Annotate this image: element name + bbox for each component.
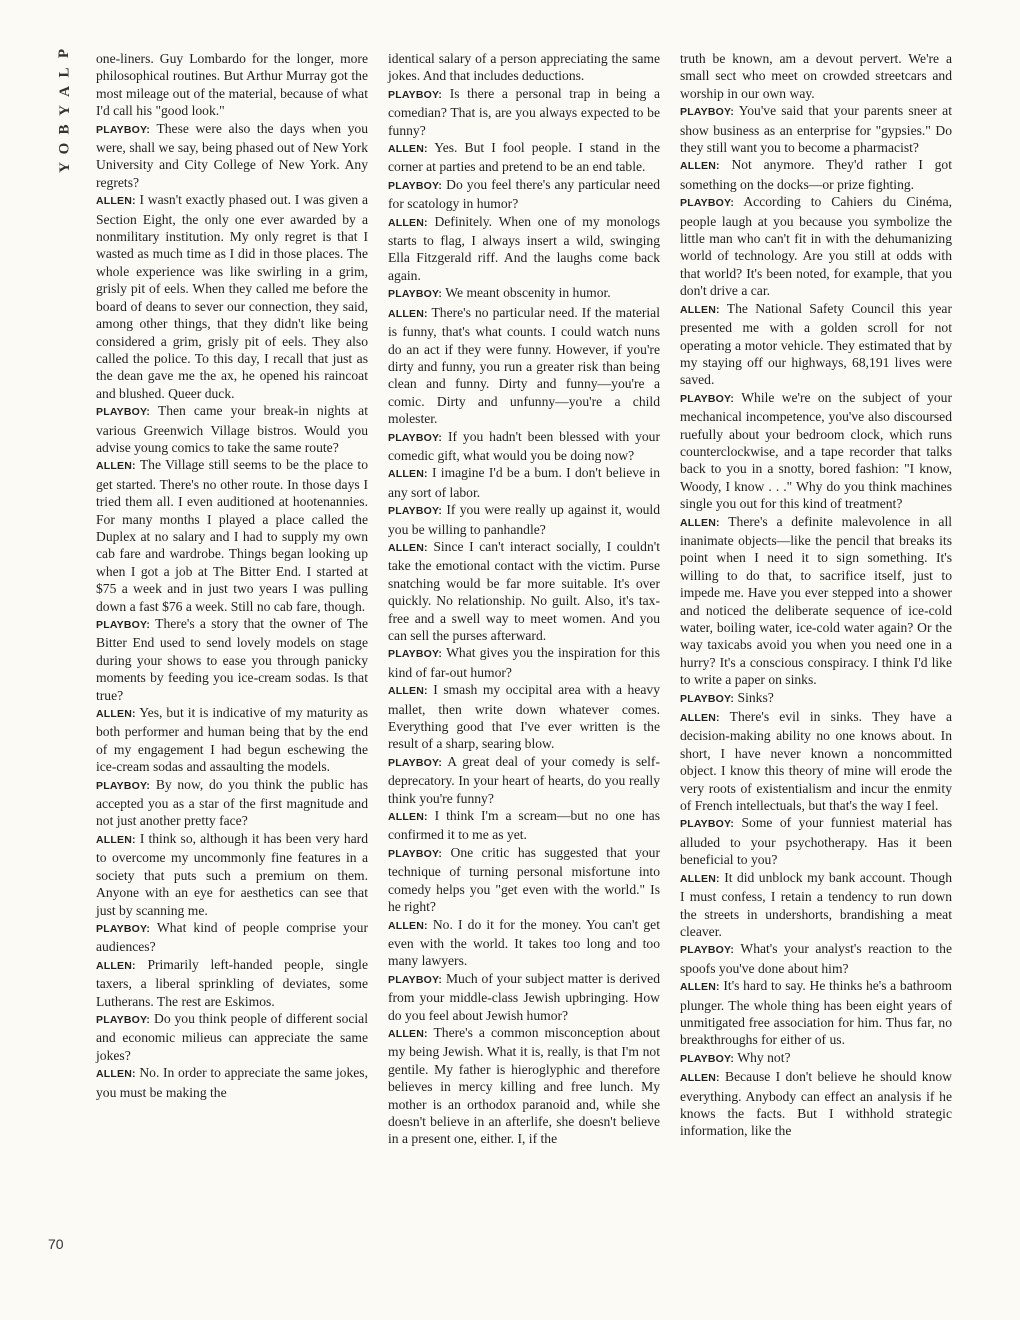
paragraph-text: I imagine I'd be a bum. I don't believe in any sort of labor. <box>388 465 660 500</box>
paragraph-text: We meant obscenity in humor. <box>445 285 611 301</box>
paragraph-text: truth be known, am a devout pervert. We're a small sect who meet on crowded streetcars and worship in our own way. <box>680 51 952 101</box>
masthead-letter: A <box>56 86 73 97</box>
paragraph-text: I think I'm a scream—but no one has confirmed it to me as yet. <box>388 808 660 843</box>
interview-paragraph <box>96 456 368 615</box>
speaker-label: PLAYBOY: <box>680 818 735 831</box>
paragraph-text: identical salary of a person appreciating the same jokes. And that includes deductions. <box>388 51 660 84</box>
speaker-label: PLAYBOY: <box>388 288 443 301</box>
paragraph-text: What gives you the inspiration for this kind of far-out humor? <box>388 645 660 680</box>
paragraph-text: No. In order to appreciate the same jokes, you must be making the <box>96 1065 368 1100</box>
interview-paragraph <box>388 644 660 681</box>
interview-paragraph <box>96 919 368 956</box>
paragraph-text: These were also the days when you were, shall we say, being phased out of New York University and City College of New York. Any regrets? <box>96 120 368 190</box>
paragraph-text: Since I can't interact socially, I couldn't take the emotional contact with the victim. Purse snatching would be far more suitable. It's over quickly. No relationship. No guilt. Also, it's tax-free and a swell way to meet women. And you can sell the purses afterward. <box>388 538 661 643</box>
speaker-label: ALLEN: <box>680 981 720 994</box>
speaker-label: PLAYBOY: <box>96 922 151 935</box>
interview-paragraph <box>680 513 952 689</box>
paragraph-text: One critic has suggested that your technique of turning personal misfortune into comedy helps you "get even with the world." Is he right? <box>388 844 660 915</box>
interview-paragraph <box>96 1064 368 1101</box>
interview-paragraph <box>96 704 368 776</box>
paragraph-text: Some of your funniest material has alluded to your psychotherapy. Has it been beneficial to you? <box>680 815 952 868</box>
speaker-label: ALLEN: <box>388 1027 428 1040</box>
paragraph-text: Yes. But I fool people. I stand in the corner at parties and pretend to be an end table. <box>388 140 660 175</box>
speaker-label: PLAYBOY: <box>388 847 443 860</box>
paragraph-text: The Village still seems to be the place to get started. There's no other route. In those days I tried them all. I even auditioned at hootenannies. For many months I played a place called the Duplex at no salary and I had to supply my own cab fare and wardrobe. Things began looking up when I got a job at The Bitter End. I started at $75 a week and in just two years I was pulling down a fast $76 a week. Still no cab fare, though. <box>96 457 368 614</box>
interview-paragraph <box>388 284 660 303</box>
paragraph-text: Definitely. When one of my monologs starts to flag, I always insert a wild, swinging Ella Fitzgerald riff. And the laughs come back again. <box>388 213 660 283</box>
paragraph-text: There's a common misconception about my being Jewish. What it is, really, is that I'm not gentile. My father is hieroglyphic and therefore believes in mercy killing and free lunch. My mother is an orthodox paranoid and, while she doesn't believe in an afterlife, she doesn't believe in a present one, either. I, if the <box>388 1024 660 1147</box>
speaker-label: PLAYBOY: <box>680 392 735 405</box>
speaker-label: ALLEN: <box>680 160 720 173</box>
speaker-label: PLAYBOY: <box>388 179 443 192</box>
interview-paragraph <box>96 776 368 830</box>
interview-paragraph <box>96 956 368 1010</box>
speaker-label: PLAYBOY: <box>96 619 151 631</box>
paragraph-text: There's a story that the owner of The Bitter End used to send lovely models on stage during your shows to ease you through panicky moments by feeding you ice-cream sodas. Is that true? <box>96 616 368 703</box>
speaker-label: ALLEN: <box>388 307 428 320</box>
masthead-letter: B <box>56 124 73 135</box>
speaker-label: PLAYBOY: <box>388 973 443 986</box>
masthead-letter: O <box>56 142 73 155</box>
speaker-label: PLAYBOY: <box>680 197 735 210</box>
speaker-label: PLAYBOY: <box>388 756 443 769</box>
interview-paragraph <box>680 708 952 814</box>
masthead-letter: Y <box>56 105 73 116</box>
interview-paragraph <box>388 970 660 1024</box>
interview-paragraph <box>388 753 660 807</box>
interview-paragraph <box>680 869 952 941</box>
interview-paragraph <box>680 300 952 389</box>
interview-paragraph <box>388 304 660 428</box>
paragraph-text: Do you feel there's any particular need for scatology in humor? <box>388 176 660 212</box>
interview-paragraph <box>388 501 660 538</box>
paragraph-text: Is there a personal trap in being a comedian? That is, are you always expected to be funny? <box>388 85 660 138</box>
paragraph-text: Then came your break-in nights at various Greenwich Village bistros. Would you advise young comics to take the same route? <box>96 403 368 455</box>
speaker-label: ALLEN: <box>96 1068 136 1081</box>
speaker-label: ALLEN: <box>680 1072 720 1085</box>
paragraph-text: What kind of people comprise your audiences? <box>96 919 369 955</box>
paragraph-text: A great deal of your comedy is self-deprecatory. In your heart of hearts, do you really think you're funny? <box>388 753 660 806</box>
speaker-label: PLAYBOY: <box>388 431 443 444</box>
paragraph-text: There's no particular need. If the material is funny, that's what counts. I could watch nuns do an act if they were funny. However, if you're dirty and funny, you run a greater risk than being clean and funny. Dirty and funny—you're a comic. Dirty and unfunny—you're a child molester. <box>388 304 660 427</box>
paragraph-text: I think so, although it has been very hard to overcome my uncommonly fine features in a society that puts such a premium on them. Anyone with an eye for aesthetics can see that just by scanning me. <box>96 830 368 918</box>
paragraph-text: Because I don't believe he should know everything. Anybody can effect an analysis if he knows the facts. But I withhold strategic information, like the <box>680 1069 952 1139</box>
interview-paragraph <box>680 689 952 708</box>
interview-paragraph <box>680 977 952 1049</box>
interview-paragraph <box>388 681 660 753</box>
paragraph-text: What's your analyst's reaction to the spoofs you've done about him? <box>680 941 952 976</box>
speaker-label: PLAYBOY: <box>680 944 735 957</box>
interview-paragraph <box>388 428 660 465</box>
speaker-label: PLAYBOY: <box>96 1013 151 1026</box>
speaker-label: PLAYBOY: <box>96 779 151 792</box>
interview-paragraph <box>96 402 368 456</box>
paragraph-text: You've said that your parents sneer at show business as an enterprise for "gypsies." Do they still want you to become a pharmacist? <box>680 103 952 156</box>
speaker-label: ALLEN: <box>388 216 428 229</box>
masthead-letter: L <box>56 67 73 78</box>
paragraph-text: While we're on the subject of your mechanical incompetence, you've also discoursed ruefully about your bedroom clock, which runs counterclockwise, and a tape recorder that talks back to you in a snotty, bored fashion: "I know, Woody, I know . . ." Why do you think machines single you out for this kind of treatment? <box>680 389 952 512</box>
paragraph-text: one-liners. Guy Lombardo for the longer, more philosophical routines. But Arthur Murray got the most mileage out of the material, because of what I'd call his "good look." <box>96 51 368 119</box>
masthead-letter: Y <box>56 162 73 173</box>
text-column-1 <box>96 50 368 1101</box>
paragraph-text: Not anymore. They'd rather I got something on the docks—or prize fighting. <box>680 157 952 192</box>
paragraph-text: It's hard to say. He thinks he's a bathroom plunger. The whole thing has been eight years of unmitigated free association for him. Thus far, no breakthroughs for either of us. <box>680 978 952 1048</box>
paragraph-text: By now, do you think the public has accepted you as a star of the first magnitude and not just another pretty face? <box>96 776 368 829</box>
interview-paragraph <box>96 191 368 402</box>
speaker-label: ALLEN: <box>96 460 136 473</box>
interview-paragraph <box>680 389 952 513</box>
paragraph-text: Why not? <box>737 1049 791 1065</box>
speaker-label: ALLEN: <box>388 685 428 698</box>
interview-paragraph <box>96 830 368 919</box>
speaker-label: ALLEN: <box>680 516 720 529</box>
speaker-label: PLAYBOY: <box>388 648 443 661</box>
text-column-3 <box>680 50 952 1140</box>
interview-paragraph <box>388 538 660 644</box>
interview-paragraph <box>96 1010 368 1064</box>
speaker-label: ALLEN: <box>96 195 136 208</box>
interview-paragraph <box>680 102 952 156</box>
magazine-masthead <box>52 44 78 177</box>
speaker-label: ALLEN: <box>96 708 136 721</box>
paragraph-text: Yes, but it is indicative of my maturity as both performer and human being that by the end of my engagement I had begun eschewing the ice-cream sodas and assaulting the models. <box>96 705 368 775</box>
paragraph-text: There's a definite malevolence in all inanimate objects—like the pencil that breaks its point when I need it to sign something. It's willing to do that, to sacrifice itself, just to impede me. Have you ever stepped into a shower and noticed the deliberate sequence of ice-cold water, boiling water, ice-cold water again? Or the way taxicabs avoid you when you need one in a hurry? It's a conscious conspiracy. I think I'd like to write a paper on sinks. <box>680 513 953 688</box>
interview-paragraph <box>388 464 660 501</box>
paragraph-text: Do you think people of different social and economic milieus can appreciate the same jokes? <box>96 1010 368 1063</box>
masthead-letter: P <box>56 48 73 59</box>
speaker-label: PLAYBOY: <box>680 1052 735 1065</box>
interview-paragraph <box>388 213 660 285</box>
interview-paragraph <box>388 50 660 85</box>
paragraph-text: I wasn't exactly phased out. I was given a Section Eight, the only one ever awarded by a nonmilitary institution. My only regret is that I wasted as much time as I did in those places. The whole experience was like swirling in a grim, grisly pit of eels. When they called me before the board of deans to sever our connection, they said, among other things, that they didn't like being considered a grim, grisly pit of eels. They also called the police. To this day, I recall that just as the dean gave me the ax, he opened his raincoat and blushed. Queer duck. <box>96 192 369 401</box>
speaker-label: ALLEN: <box>96 959 136 972</box>
speaker-label: PLAYBOY: <box>680 692 735 705</box>
speaker-label: ALLEN: <box>388 541 428 554</box>
interview-paragraph <box>680 814 952 868</box>
interview-paragraph <box>680 940 952 977</box>
paragraph-text: The National Safety Council this year presented me with a golden scroll for not operating a motor vehicle. They estimated that by my staying off our highways, 68,191 lives were saved. <box>680 300 952 388</box>
interview-paragraph <box>388 916 660 970</box>
interview-paragraph <box>388 176 660 213</box>
paragraph-text: According to Cahiers du Cinéma, people laugh at you because you symbolize the little man who can't fit in with the dehumanizing world of technology. Are you still at odds with that world? It's been noted, for example, that you don't drive a car. <box>680 194 953 299</box>
interview-paragraph <box>388 139 660 176</box>
interview-paragraph <box>680 193 952 299</box>
interview-paragraph <box>388 85 660 139</box>
interview-paragraph <box>680 1049 952 1068</box>
speaker-label: ALLEN: <box>680 872 720 885</box>
interview-paragraph <box>680 156 952 193</box>
speaker-label: ALLEN: <box>388 468 428 481</box>
speaker-label: ALLEN: <box>680 712 720 725</box>
speaker-label: ALLEN: <box>388 811 428 824</box>
paragraph-text: Much of your subject matter is derived from your middle-class Jewish upbringing. How do you feel about Jewish humor? <box>388 970 660 1023</box>
speaker-label: PLAYBOY: <box>388 505 443 518</box>
paragraph-text: It did unblock my bank account. Though I must confess, I retain a tendency to run down the streets in undershorts, brandishing a meat cleaver. <box>680 869 952 939</box>
paragraph-text: There's evil in sinks. They have a decision-making ability no one knows about. In short, I have never known a noncommitted object. I know this theory of mine will erode the very roots of existentialism and incur the enmity of French intellectuals, but that's the way I feel. <box>680 709 953 814</box>
paragraph-text: No. I do it for the money. You can't get even with the world. It takes too long and too many lawyers. <box>388 916 660 969</box>
paragraph-text: If you hadn't been blessed with your comedic gift, what would you be doing now? <box>388 428 660 463</box>
speaker-label: PLAYBOY: <box>96 406 151 419</box>
text-column-2 <box>388 50 660 1148</box>
interview-paragraph <box>388 844 660 916</box>
paragraph-text: Sinks? <box>737 689 774 705</box>
page-number: 70 <box>48 1236 64 1252</box>
speaker-label: ALLEN: <box>96 833 136 846</box>
interview-paragraph <box>96 50 368 120</box>
paragraph-text: Primarily left-handed people, single taxers, a liberal sprinkling of deviates, some Lutherans. The rest are Eskimos. <box>96 956 368 1009</box>
interview-paragraph <box>680 1068 952 1140</box>
paragraph-text: I smash my occipital area with a heavy mallet, then write down whatever comes. Everything good that I've ever written is the result of a sharp, searing blow. <box>388 682 660 752</box>
paragraph-text: If you were really up against it, would you be willing to panhandle? <box>388 502 661 537</box>
interview-paragraph <box>680 50 952 102</box>
speaker-label: ALLEN: <box>680 303 720 316</box>
interview-paragraph <box>388 1024 660 1148</box>
interview-paragraph <box>96 120 368 192</box>
speaker-label: PLAYBOY: <box>96 123 151 136</box>
interview-paragraph <box>96 615 368 704</box>
speaker-label: PLAYBOY: <box>388 88 443 101</box>
interview-paragraph <box>388 807 660 844</box>
speaker-label: ALLEN: <box>388 143 428 156</box>
speaker-label: ALLEN: <box>388 919 428 932</box>
speaker-label: PLAYBOY: <box>680 106 735 119</box>
